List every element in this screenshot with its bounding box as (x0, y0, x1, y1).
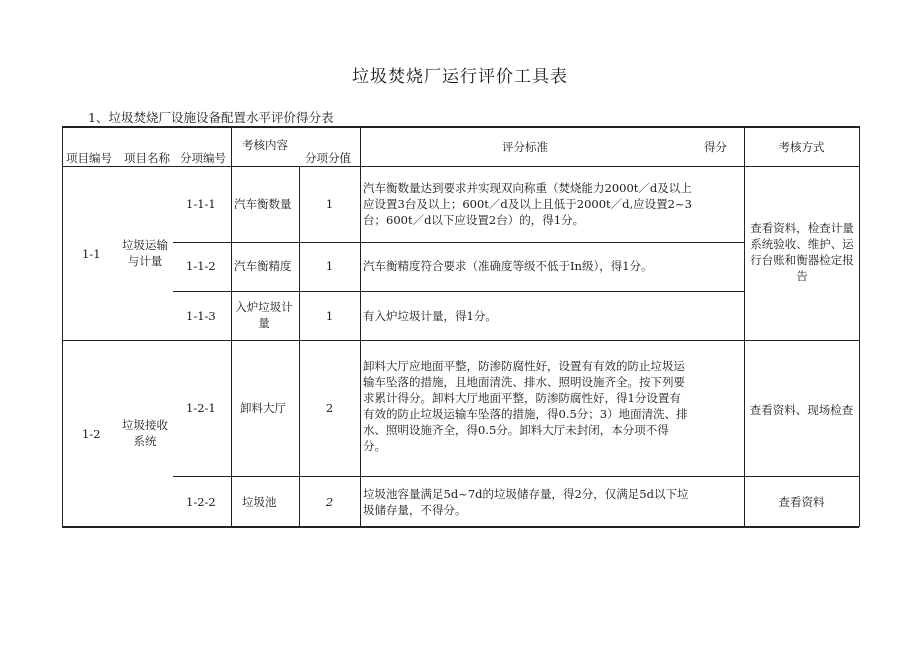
table-row-value: 1 (325, 197, 334, 211)
page-title: 垃圾焚烧厂运行评价工具表 (352, 67, 568, 87)
header-sub-no: 分项编号 (180, 151, 226, 165)
header-method: 考核方式 (778, 140, 825, 154)
table-row-content: 垃圾池 (242, 495, 277, 509)
table-row-content: 汽车衡数量 (234, 197, 292, 211)
header-score: 得分 (704, 140, 727, 154)
header-content: 考核内容 (242, 138, 288, 152)
group-name-1-1: 垃圾运输与计量 (122, 238, 168, 268)
table-row-sub-no: 1-1-2 (186, 259, 216, 273)
header-criteria: 评分标准 (502, 140, 548, 154)
table-row-criteria: 汽车衡精度符合要求（准确度等级不低于In级），得1分。 (363, 259, 653, 273)
table-row-method: 查看资料 (778, 495, 825, 509)
table-row-content: 汽车衡精度 (234, 259, 292, 273)
table-row-value: 1 (325, 259, 334, 273)
table-row-criteria: 卸料大厅应地面平整，防渗防腐性好，设置有有效的防止垃圾运输车坠落的措施，且地面清洗、排水、照明设施齐全。按下列要求累计得分。卸料大厅地面平整，防渗防腐性好，得1分设置有有效的防止垃圾运输车坠落的措施，得0.5分；3）地面清洗、排水、照明设施齐全，得0.5分。卸料大厅未封闭，本分项不得分。 (363, 359, 688, 453)
table-row-content: 卸料大厅 (240, 401, 286, 415)
table-row-method: 查看资料、现场检查 (749, 403, 854, 417)
table-row-sub-no: 1-1-1 (186, 197, 216, 211)
table-row-value: 2 (325, 401, 334, 415)
header-sub-score: 分项分值 (305, 151, 351, 165)
group-name-1-2: 垃圾接收系统 (122, 418, 168, 448)
table-row-sub-no: 1-1-3 (186, 309, 216, 323)
table-row-value: 2 (325, 495, 334, 509)
table-row-criteria: 垃圾池容量满足5d~7d的垃圾储存量，得2分，仅满足5d以下垃圾储存量，不得分。 (363, 487, 689, 517)
group-no-1-2: 1-2 (82, 427, 101, 441)
group-method-1-1: 查看资料，检查计量系统验收、维护、运行台账和衡器检定报告 (750, 221, 854, 283)
table-row-content: 入炉垃圾计量 (235, 300, 293, 330)
table-row-sub-no: 1-2-2 (186, 495, 216, 509)
table-row-sub-no: 1-2-1 (186, 401, 216, 415)
header-item-no: 项目编号 (66, 151, 112, 165)
header-item-name: 项目名称 (124, 151, 170, 165)
table-row-value: 1 (325, 309, 334, 323)
group-no-1-1: 1-1 (82, 247, 101, 261)
table-row-criteria: 有入炉垃圾计量，得1分。 (363, 309, 497, 323)
table-row-criteria: 汽车衡数量达到要求并实现双向称重（焚烧能力2000t／d及以上应设置3台及以上；600t／d及以上且低于2000t／d,应设置2~3台；600t／d以下应设置2台）的，得1分。 (363, 181, 692, 227)
table-subtitle: 1、垃圾焚烧厂设施设备配置水平评价得分表 (88, 110, 334, 125)
